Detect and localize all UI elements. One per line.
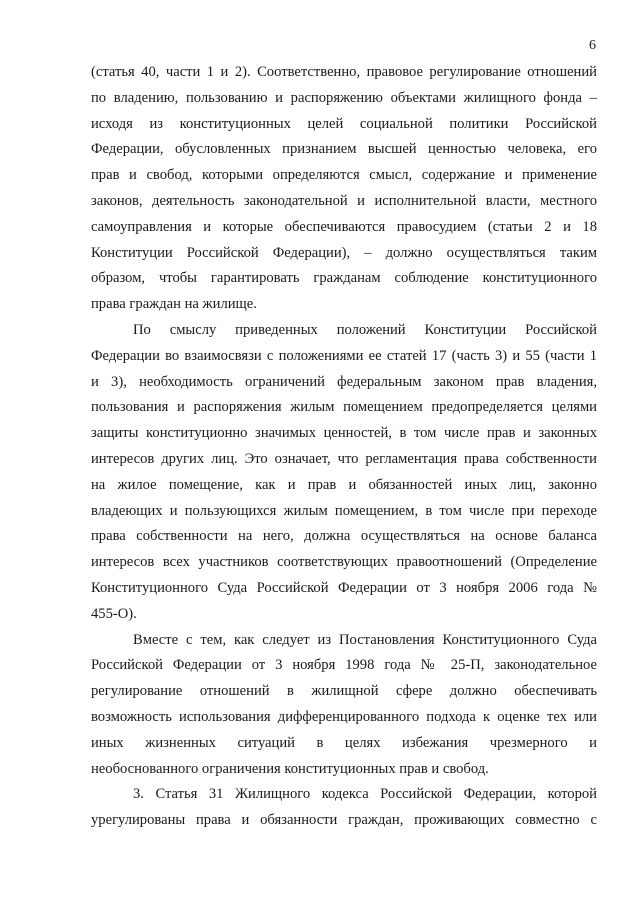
paragraph-3-line: возможность использования дифференцированного подхода к оценке тех или [91,708,597,725]
paragraph-3-line: необоснованного ограничения конституционных прав и свобод. [91,760,489,777]
paragraph-1-line: Конституции Российской Федерации), – должно осуществляться таким [91,244,597,261]
paragraph-2-line: интересов других лиц. Это означает, что регламентация права собственности [91,450,597,467]
paragraph-1-line: исходя из конституционных целей социальной политики Российской [91,115,597,132]
document-body [91,60,597,834]
paragraph-1-line: Федерации, обусловленных признанием высшей ценностью человека, его [91,141,597,158]
paragraph-2-line: права собственности на него, должна осуществляться на основе баланса [91,528,597,545]
paragraph-3-line: Вместе с тем, как следует из Постановления Конституционного Суда [133,631,597,648]
paragraph-2-line: По смыслу приведенных положений Конституции Российской [133,321,597,338]
paragraph-2-line: и 3), необходимость ограничений федеральным законом прав владения, [91,373,597,390]
paragraph-3-line: Российской Федерации от 3 ноября 1998 года № 25-П, законодательное [91,657,597,674]
paragraph-1-line: законов, деятельность законодательной и исполнительной власти, местного [91,192,597,209]
paragraph-2-line: Конституционного Суда Российской Федерации от 3 ноября 2006 года № [91,579,597,596]
paragraph-4-line: 3. Статья 31 Жилищного кодекса Российской Федерации, которой [133,786,597,803]
paragraph-2-line: защиты конституционно значимых ценностей, в том числе прав и законных [91,425,597,442]
paragraph-3-line: регулирование отношений в жилищной сфере должно обеспечивать [91,683,597,700]
paragraph-1-line: самоуправления и которые обеспечиваются правосудием (статьи 2 и 18 [91,218,597,235]
paragraph-1-line: по владению, пользованию и распоряжению объектами жилищного фонда – [91,89,597,106]
paragraph-2-line: 455-О). [91,605,137,622]
paragraph-2-line: Федерации во взаимосвязи с положениями ее статей 17 (часть 3) и 55 (части 1 [91,347,597,364]
paragraph-3-line: иных жизненных ситуаций в целях избежания чрезмерного и [91,734,597,751]
page-number: 6 [589,38,596,53]
paragraph-1-line: образом, чтобы гарантировать гражданам соблюдение конституционного [91,270,597,287]
paragraph-1-line: права граждан на жилище. [91,296,257,313]
paragraph-1-line: (статья 40, части 1 и 2). Соответственно, правовое регулирование отношений [91,64,597,80]
paragraph-4-line: урегулированы права и обязанности граждан, проживающих совместно с [91,812,597,829]
paragraph-1-line: прав и свобод, которыми определяются смысл, содержание и применение [91,167,597,184]
paragraph-2-line: интересов всех участников соответствующих правоотношений (Определение [91,554,597,571]
paragraph-2-line: пользования и распоряжения жилым помещением предопределяется целями [91,399,597,416]
paragraph-2-line: на жилое помещение, как и прав и обязанностей иных лиц, законно [91,476,597,493]
paragraph-2-line: владеющих и пользующихся жилым помещением, в том числе при переходе [91,502,597,519]
